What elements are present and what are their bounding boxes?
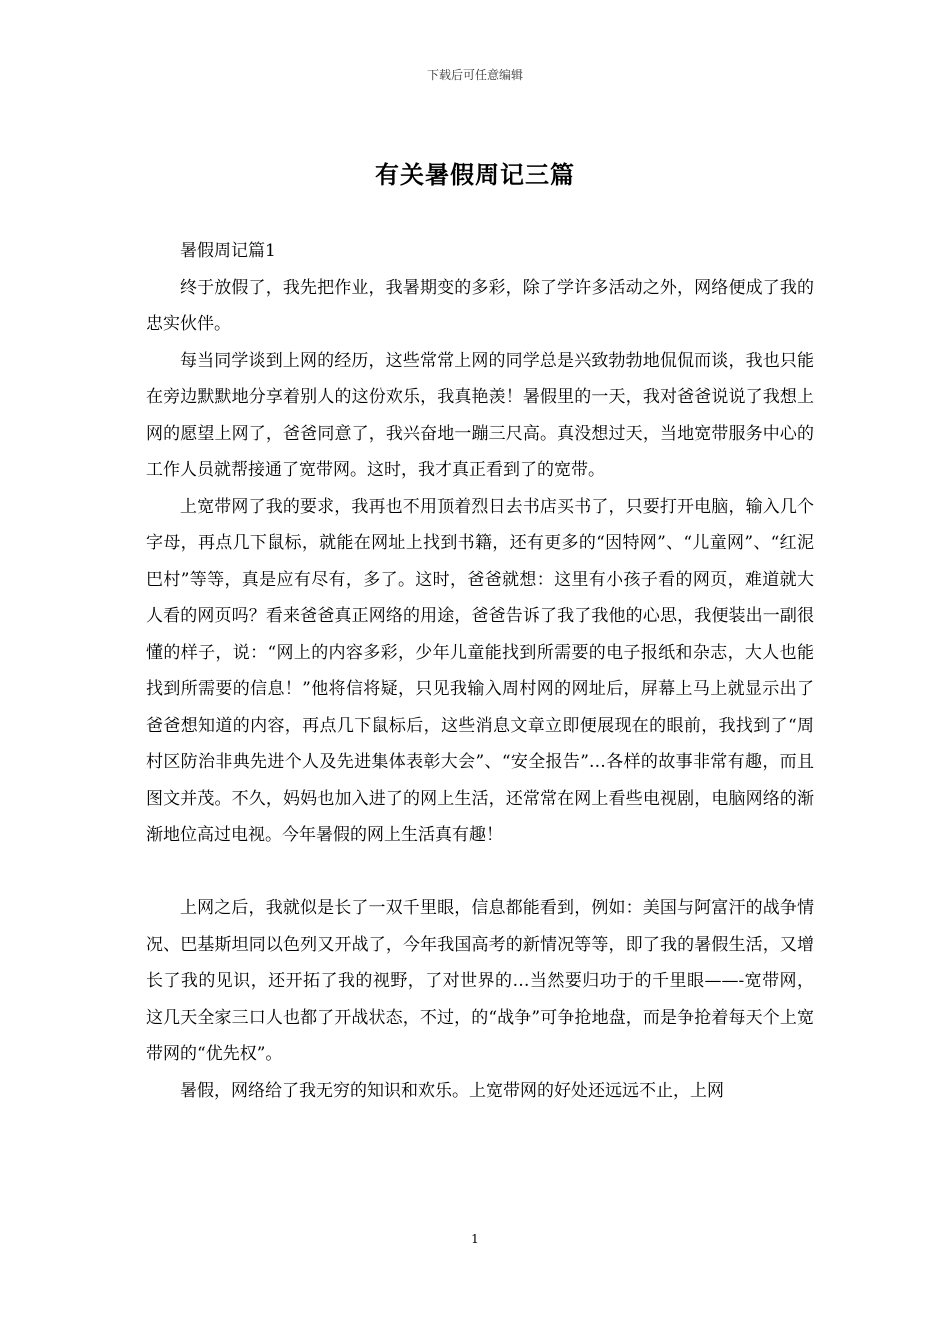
body-paragraph: 上网之后，我就似是长了一双千里眼，信息都能看到，例如：美国与阿富汗的战争情况、巴基斯坦同以色列又开战了，今年我国高考的新情况等等，即了我的暑假生活，又增长了我的见识，还开拓了我的视野，了对世界的…当然要归功于的千里眼——-宽带网，这几天全家三口人也都了开战状态，不过，的“战争”可争抢地盘，而是争抢着每天个上宽带网的“优先权”。	[146, 898, 814, 1064]
page-header-note: 下载后可任意编辑	[426, 68, 523, 82]
page-number: 1	[471, 1232, 479, 1246]
document-title: 有关暑假周记三篇	[375, 160, 575, 189]
paragraph-gap	[146, 854, 814, 891]
section-subheading: 暑假周记篇1	[180, 241, 276, 261]
body-paragraph: 每当同学谈到上网的经历，这些常常上网的同学总是兴致勃勃地侃侃而谈，我也只能在旁边默默地分享着别人的这份欢乐，我真艳羡！暑假里的一天，我对爸爸说说了我想上网的愿望上网了，爸爸同意了，我兴奋地一蹦三尺高。真没想过天，当地宽带服务中心的工作人员就帮接通了宽带网。这时，我才真正看到了的宽带。	[146, 350, 814, 480]
document-body	[146, 233, 814, 1109]
body-paragraph: 上宽带网了我的要求，我再也不用顶着烈日去书店买书了，只要打开电脑，输入几个字母，再点几下鼠标，就能在网址上找到书籍，还有更多的“因特网”、“儿童网”、“红泥巴村”等等，真是应有尽有，多了。这时，爸爸就想：这里有小孩子看的网页，难道就大人看的网页吗？看来爸爸真正网络的用途，爸爸告诉了我了我他的心思，我便装出一副很懂的样子，说：“网上的内容多彩，少年儿童能找到所需要的电子报纸和杂志，大人也能找到所需要的信息！”他将信将疑，只见我输入周村网的网址后，屏幕上马上就显示出了爸爸想知道的内容，再点几下鼠标后，这些消息文章立即便展现在的眼前，我找到了“周村区防治非典先进个人及先进集体表彰大会”、“安全报告”…各样的故事非常有趣，而且图文并茂。不久，妈妈也加入进了的网上生活，还常常在网上看些电视剧，电脑网络的渐渐地位高过电视。今年暑假的网上生活真有趣！	[146, 496, 814, 845]
body-paragraph: 终于放假了，我先把作业，我暑期变的多彩，除了学许多活动之外，网络便成了我的忠实伙伴。	[146, 277, 814, 334]
body-paragraph: 暑假，网络给了我无穷的知识和欢乐。上宽带网的好处还远远不止，上网	[180, 1080, 724, 1101]
